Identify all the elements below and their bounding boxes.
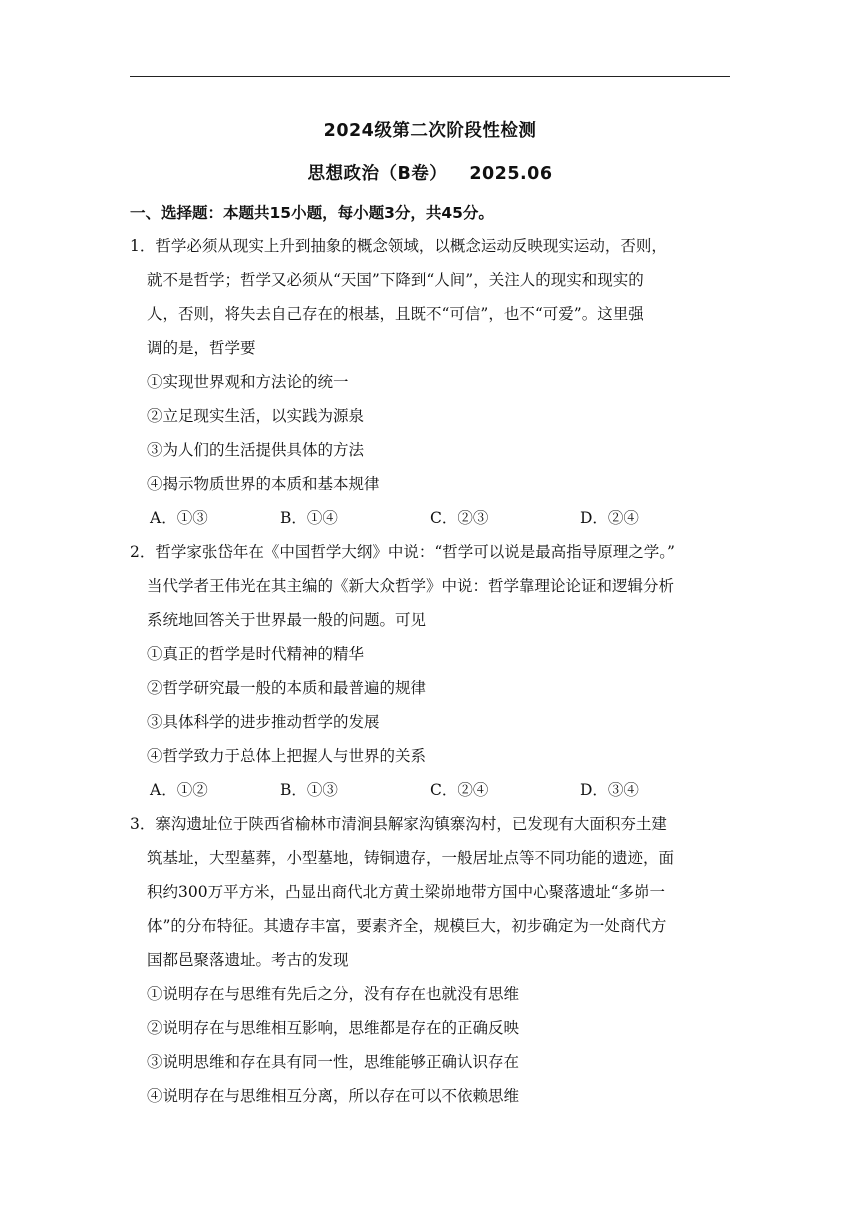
- question-stem-line: 系统地回答关于世界最一般的问题。可见: [147, 611, 427, 629]
- question-1-first-line: [130, 236, 667, 256]
- statement-option: ④哲学致力于总体上把握人与世界的关系: [147, 747, 427, 765]
- question-stem-line: 寨沟遗址位于陕西省榆林市清涧县解家沟镇寨沟村，已发现有大面积夯土建: [155, 815, 667, 833]
- subject-label: 思想政治（B卷）: [307, 164, 448, 184]
- exam-subtitle: [130, 160, 730, 185]
- question-stem-line: 哲学必须从现实上升到抽象的概念领域，以概念运动反映现实运动，否则，: [155, 237, 667, 255]
- answer-choice-d: D．③④: [580, 781, 639, 799]
- question-stem-line: 体”的分布特征。其遗存丰富，要素齐全，规模巨大，初步确定为一处商代方: [147, 917, 667, 935]
- statement-option: ③说明思维和存在具有同一性，思维能够正确认识存在: [147, 1053, 520, 1071]
- answer-choice-b: B．①④: [280, 509, 338, 527]
- answer-choice-a: A．①③: [150, 509, 208, 527]
- question-stem-line: 人，否则，将失去自己存在的根基，且既不“可信”，也不“可爱”。这里强: [147, 305, 644, 323]
- question-3-first-line: [130, 814, 667, 834]
- exam-date: 2025.06: [469, 164, 553, 184]
- answer-choice-c: C．②③: [430, 509, 489, 527]
- question-2-first-line: [130, 542, 675, 562]
- question-number: 2．: [130, 543, 156, 561]
- statement-option: ②哲学研究最一般的本质和最普遍的规律: [147, 679, 427, 697]
- question-number: 1．: [130, 237, 156, 255]
- answer-choice-a: A．①②: [150, 781, 208, 799]
- question-stem-line: 筑基址，大型墓葬，小型墓地，铸铜遗存，一般居址点等不同功能的遗迹，面: [147, 849, 675, 867]
- statement-option: ④揭示物质世界的本质和基本规律: [147, 475, 380, 493]
- question-stem-line: 哲学家张岱年在《中国哲学大纲》中说：“哲学可以说是最高指导原理之学。”: [155, 543, 675, 561]
- question-stem-line: 就不是哲学；哲学又必须从“天国”下降到“人间”，关注人的现实和现实的: [147, 271, 644, 289]
- statement-option: ①说明存在与思维有先后之分，没有存在也就没有思维: [147, 985, 520, 1003]
- statement-option: ①实现世界观和方法论的统一: [147, 373, 349, 391]
- section-heading: 一、选择题：本题共15小题，每小题3分，共45分。: [130, 204, 494, 222]
- question-stem-line: 积约300万平方米，凸显出商代北方黄土梁峁地带方国中心聚落遗址“多峁一: [147, 883, 666, 901]
- question-stem-line: 调的是，哲学要: [147, 339, 256, 357]
- statement-option: ②立足现实生活，以实践为源泉: [147, 407, 365, 425]
- answer-choice-c: C．②④: [430, 781, 489, 799]
- statement-option: ④说明存在与思维相互分离，所以存在可以不依赖思维: [147, 1087, 520, 1105]
- question-stem-line: 国都邑聚落遗址。考古的发现: [147, 951, 349, 969]
- answer-choice-b: B．①③: [280, 781, 338, 799]
- statement-option: ①真正的哲学是时代精神的精华: [147, 645, 365, 663]
- header-rule: [130, 76, 730, 77]
- statement-option: ③具体科学的进步推动哲学的发展: [147, 713, 380, 731]
- statement-option: ③为人们的生活提供具体的方法: [147, 441, 365, 459]
- exam-title: 2024级第二次阶段性检测: [323, 121, 537, 141]
- answer-choice-d: D．②④: [580, 509, 639, 527]
- question-stem-line: 当代学者王伟光在其主编的《新大众哲学》中说：哲学靠理论论证和逻辑分析: [147, 577, 675, 595]
- question-number: 3．: [130, 815, 156, 833]
- statement-option: ②说明存在与思维相互影响，思维都是存在的正确反映: [147, 1019, 520, 1037]
